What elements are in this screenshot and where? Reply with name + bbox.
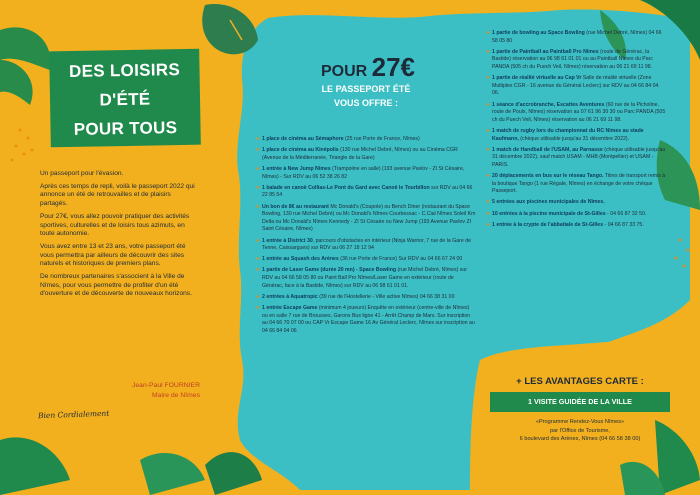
avantages-text xyxy=(492,418,668,444)
monstera-leaf-icon xyxy=(202,4,258,54)
offer-detail: Salle de réalité virtuelle (Zone Multiplex CGR - 16 avenue du Général Leclerc) sur RDV au 04 66 84 04 06. xyxy=(492,75,659,97)
offer-highlight: 1 entrée à New Jump Nîmes xyxy=(262,165,331,172)
intro-paragraph: Un passeport pour l'évasion. xyxy=(40,170,124,177)
avantages-line-3: 6 boulevard des Arènes, Nîmes (04 66 58 38 00) xyxy=(519,436,641,443)
offer-item xyxy=(256,204,476,234)
price-amount: 27€ xyxy=(371,52,416,82)
offer-detail: (36 rue Porte de France) Sur RDV au 04 66 67 24 00 xyxy=(338,256,463,263)
palm-leaf-bottom-left-icon xyxy=(0,437,262,495)
offer-detail: (130 rue Michel Debré, Nîmes) ou au Cinéma CGR (Avenue de la Méditerranée, Triangle de la Gare) xyxy=(262,147,458,161)
offer-detail: (route de Générac, la Bastide) réservation au 06 98 61 01 01 ou au Paintball Nîmes du Parc PANDA (505 ch du Puech Veil, Nîmes) réservation au 06 21 69 11 98. xyxy=(492,48,653,70)
offer-item xyxy=(486,49,666,72)
offer-highlight: 2 entrées à Aquatropic xyxy=(262,293,318,300)
offer-item xyxy=(486,222,666,230)
offer-highlight: 5 entrées aux piscines municipales de Nîmes. xyxy=(492,199,605,206)
offer-item xyxy=(256,238,476,253)
offer-highlight: 1 place de cinéma au Sémaphore xyxy=(262,136,344,142)
offer-highlight: 10 entrées à la piscine municipale de St-Gilles xyxy=(492,210,606,217)
offer-detail: (Trampoline en salle) (193 avenue Pavlov - ZI St Césaire, Nîmes) - Sur RDV au 06 52 38 26 82 xyxy=(262,165,465,180)
offer-highlight: 1 partie de réalité virtuelle au Cap Vr xyxy=(492,75,582,82)
intro-paragraph: Pour 27€, vous allez pouvoir pratiquer des activités sportives, culturelles et de loisirs tous azimuts, en toute autonomie. xyxy=(40,212,190,238)
avantages-line-1: «Programme Rendez-Vous Nîmes» xyxy=(535,419,625,425)
offer-highlight: 1 entrée à District 30 xyxy=(262,237,313,244)
offer-highlight: 1 partie de Laser Game (durée 20 mn) - Space Bowling xyxy=(262,267,397,274)
palm-leaf-icon xyxy=(0,27,51,105)
offer-detail: - 04 66 87 33 75. xyxy=(603,221,644,228)
intro-paragraph: De nombreux partenaires s'associent à la Ville de Nîmes, pour vous permettre de profiter d'un été d'ouverture et de découverte de nouveaux horizons. xyxy=(40,273,192,298)
offer-item xyxy=(256,267,476,290)
offer-detail: (rue Michel Debré, Nîmes) sur RDV au 04 66 58 05 80 ou Paint Ball Pro Nîmes/Laser Game en extérieur (route de Générac, face à la Bastide, Nîmes) sur RDV au 06 98 61 01 01. xyxy=(262,267,467,289)
offer-detail: (60 rue de la Picholine, route de Poulx, Nîmes) réservation au 07 61 96 30 30 ou Parc PANDA (505 ch du Puech Veil, Nîmes) réservation au 06 21 69 11 98. xyxy=(492,101,666,123)
offer-highlight: Un bon de 8€ au restaurant xyxy=(262,203,329,210)
price-subheading xyxy=(296,82,436,110)
offer-detail: Mc Donald's (Coupole) ou Bench Diner (restaurant du Space Bowling, 130 rue Michel Debré) ou Mc Donald's Nîmes Courbessac - C.Cial Nîmes Soleil Km Delta ou Mc Donald's Nîmes Kennedy - ZI St Césaire ou New Jump (193 Avenue Pavlov ZI Saint Césaire, Nîmes) xyxy=(262,203,476,233)
offer-highlight: 1 séance d'accrobranche, Escattes Aventures xyxy=(492,101,605,108)
avantages-line-2: par l'Office de Tourisme, xyxy=(550,427,610,434)
avantages-title: + LES AVANTAGES CARTE : xyxy=(516,376,644,387)
price-pour: POUR xyxy=(320,63,372,80)
handwritten-signature: Bien Cordialement xyxy=(37,408,110,421)
title-badge xyxy=(49,49,201,148)
offer-item xyxy=(486,128,666,143)
offer-highlight: 1 entrée au Squash des Arènes xyxy=(262,256,339,263)
offer-item xyxy=(256,256,476,264)
offer-detail: (rue Michel Debré, Nîmes) 04 66 58 05 80 xyxy=(492,30,662,44)
offer-item xyxy=(486,102,666,125)
avantages-badge: 1 VISITE GUIDÉE DE LA VILLE xyxy=(490,392,670,412)
offer-highlight: 1 place de cinéma au Kinépolis xyxy=(262,147,339,154)
price-heading xyxy=(298,52,438,83)
offer-highlight: 1 match de Handball de l'USAM, au Parnasse xyxy=(492,146,603,153)
offer-highlight: 1 match de rugby lors du championnat du RC Nîmes au stade Kaufmann, xyxy=(492,127,644,142)
offer-item xyxy=(486,75,666,98)
offer-item xyxy=(486,173,666,196)
offer-detail: (25 rue Porte de France, Nîmes) xyxy=(343,136,420,142)
offer-detail: (39 rue de l'Hostellerie - Ville active Nîmes) 04 66 38 31 00 xyxy=(317,293,455,300)
intro-paragraph: Après ces temps de repli, voilà le passeport 2022 qui annonce un été de retrouvailles et de plaisirs partagés. xyxy=(40,182,195,208)
offers-list-right xyxy=(486,30,666,233)
offer-highlight: 1 entrée Escape Game xyxy=(262,305,318,312)
offer-highlight: 1 entrée à la crypte de l'abbatiale de St-Gilles xyxy=(492,221,604,228)
offer-highlight: 1 partie de Paintball au Paintball Pro Nîmes xyxy=(492,48,599,55)
mayor-name: Jean-Paul FOURNIER xyxy=(132,382,200,389)
price-sub-line-1: LE PASSEPORT ÉTÉ xyxy=(321,84,411,94)
offer-detail: - 04 66 87 32 50. xyxy=(605,210,647,217)
intro-text xyxy=(40,170,200,299)
offer-detail: Titres de transport remis à la boutique Tango (1 rue Régale, Nîmes) en échange de votre chèque Passeport. xyxy=(492,173,666,195)
offer-detail: sur RDV au 04 66 22 85 54 xyxy=(262,184,473,199)
offer-item xyxy=(256,294,476,302)
offer-item xyxy=(256,136,476,144)
offers-list-left xyxy=(256,136,476,339)
mayor-role: Maire de Nîmes xyxy=(152,392,200,399)
offer-item xyxy=(486,199,666,207)
offer-highlight: 1 balade en canoë Collias-Le Pont du Gard avec Canoë le Tourbillon xyxy=(262,184,430,191)
offer-highlight: 1 partie de bowling au Space Bowling xyxy=(492,30,585,36)
offer-item xyxy=(256,305,476,335)
intro-paragraph: Vous avez entre 13 et 23 ans, votre passeport été vous permettra par ailleurs de découvrir des sites naturels et historiques de premiers plans. xyxy=(40,242,186,268)
signature-block xyxy=(108,381,200,401)
offer-item xyxy=(256,185,476,200)
offer-detail: (chèque utilisable jusqu'au 31 décembre 2022), sauf match USAM - MHB (Montpellier) et USAM - PARIS. xyxy=(492,146,666,168)
offer-detail: (minimum 4 joueurs) Enquête en extérieur (centre-ville de Nîmes) ou en salle 7 rue de Brousses, Garons Bus ligne 41 - Arrêt Champ de Mars. Sur inscription au 04 66 70 07 00 ou CAP Vr Escape Game 16 Av Général Leclerc, Nîmes sur inscription au 04 66 84 04 06 xyxy=(262,305,475,334)
title-line-1: DES LOISIRS xyxy=(68,60,181,81)
offer-item xyxy=(486,211,666,219)
offer-item xyxy=(486,30,666,45)
offer-item xyxy=(256,166,476,181)
offer-item xyxy=(486,147,666,170)
offer-detail: (chèque utilisable jusqu'au 31 décembre 2022). xyxy=(518,135,630,142)
price-sub-line-2: VOUS OFFRE : xyxy=(333,98,398,108)
offer-item xyxy=(256,147,476,162)
offer-detail: , parcours d'obstacles en intérieur (Ninja Warrior, 7 rue de la Gare de Tenne, Caissargues) sur RDV au 06 27 18 12 94 xyxy=(262,237,471,252)
title-line-3: POUR TOUS xyxy=(73,118,178,139)
offer-highlight: 20 déplacements en bus sur le réseau Tango. xyxy=(492,173,604,180)
title-line-2: D'ÉTÉ xyxy=(99,89,151,110)
